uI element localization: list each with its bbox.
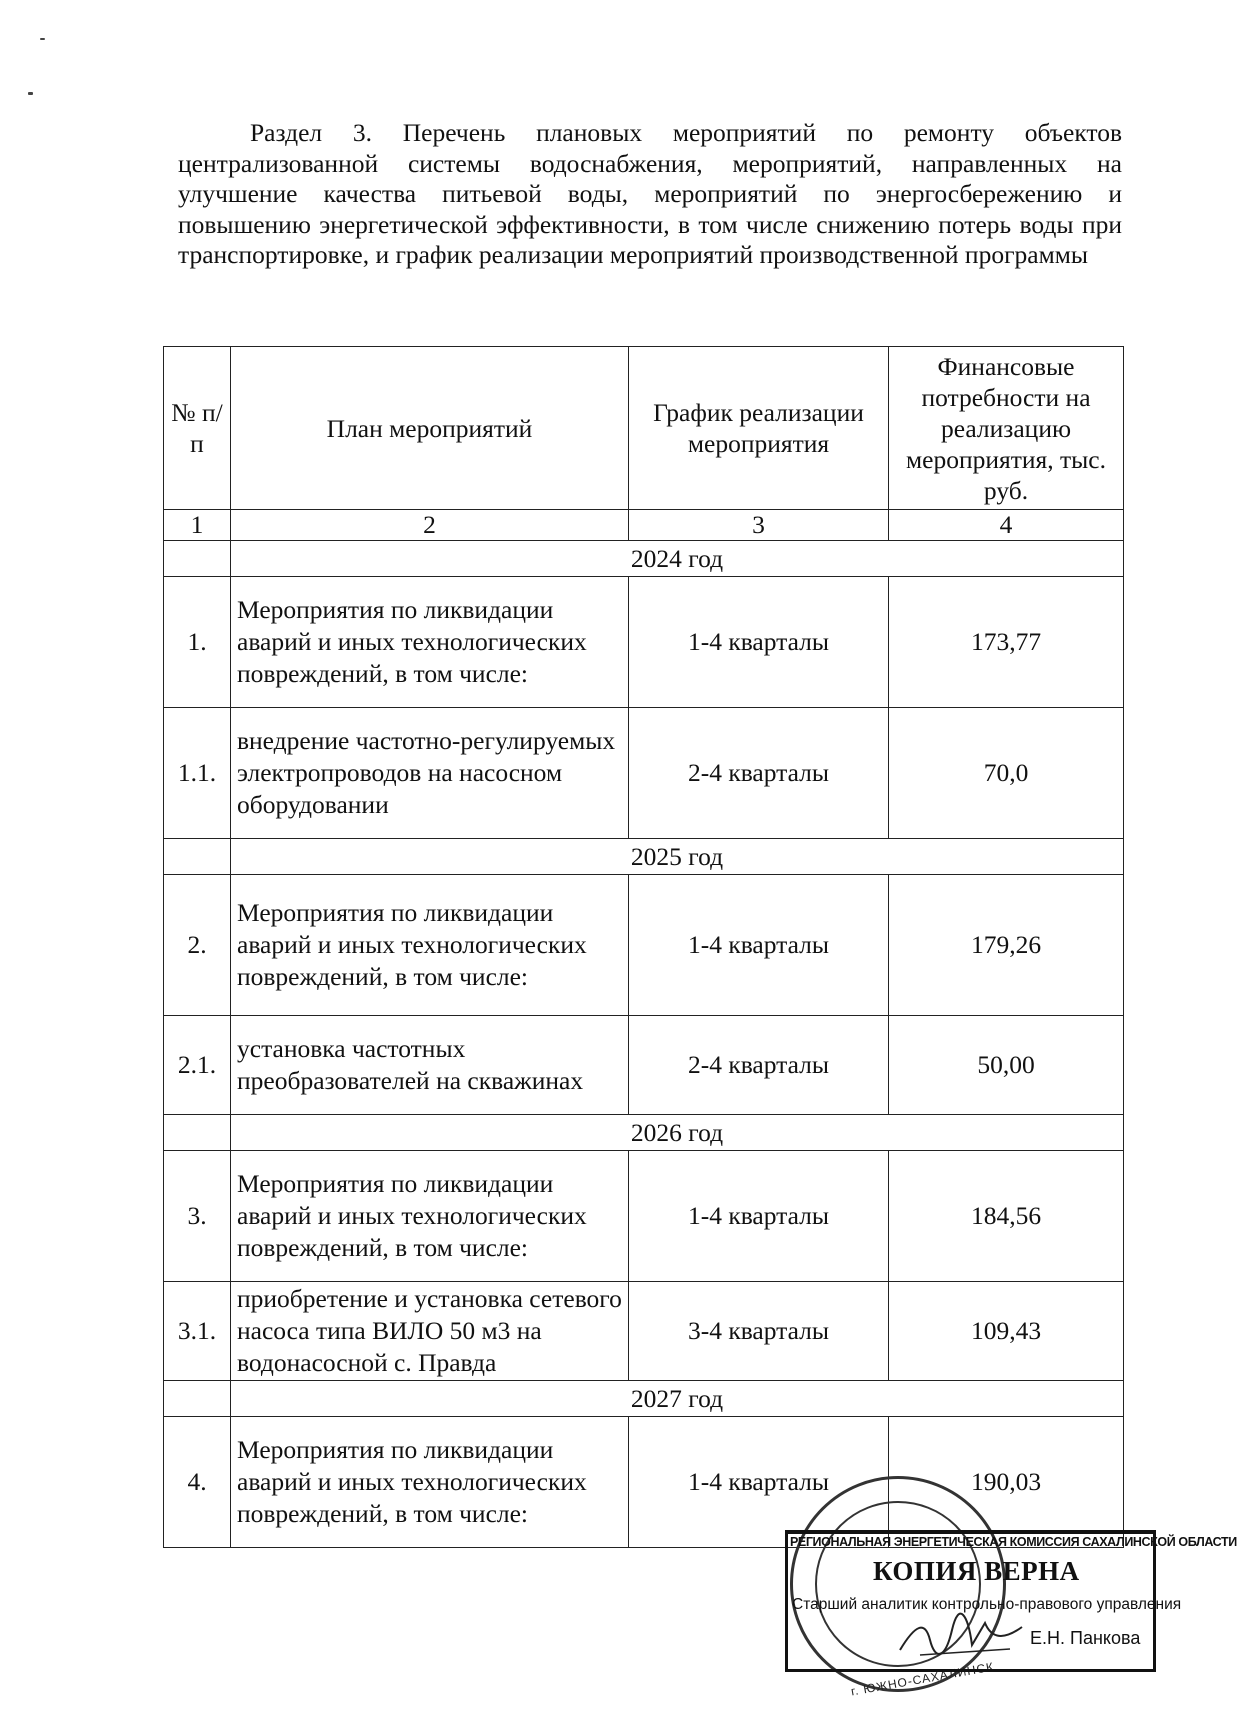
year-label: 2027 год — [231, 1381, 1124, 1417]
stamp-position: Старший аналитик контрольно-правового управления — [792, 1596, 1182, 1613]
row-plan: Мероприятия по ликвидации аварий и иных технологических повреждений, в том числе: — [231, 577, 629, 708]
stamp-title: КОПИЯ ВЕРНА — [873, 1556, 1080, 1586]
table-row — [164, 1282, 1124, 1381]
row-plan: Мероприятия по ликвидации аварий и иных технологических повреждений, в том числе: — [231, 1417, 629, 1548]
column-index-row — [164, 510, 1124, 541]
row-plan: Мероприятия по ликвидации аварий и иных технологических повреждений, в том числе: — [231, 1151, 629, 1282]
stamp-signer-name: Е.Н. Панкова — [1030, 1628, 1141, 1648]
row-schedule: 1-4 кварталы — [629, 1417, 889, 1548]
header-finance: Финансовые потребности на реализацию мероприятия, тыс. руб. — [889, 347, 1124, 510]
row-finance: 190,03 — [889, 1417, 1124, 1548]
row-finance: 70,0 — [889, 708, 1124, 839]
row-finance: 184,56 — [889, 1151, 1124, 1282]
table-row — [164, 1016, 1124, 1115]
table-header-row — [164, 347, 1124, 510]
year-row — [164, 1115, 1124, 1151]
year-row — [164, 1381, 1124, 1417]
row-finance: 50,00 — [889, 1016, 1124, 1115]
row-number: 1.1. — [164, 708, 231, 839]
year-label: 2024 год — [231, 541, 1124, 577]
header-schedule: График реализации мероприятия — [629, 347, 889, 510]
row-plan: приобретение и установка сетевого насоса типа ВИЛО 50 м3 на водонасосной с. Правда — [231, 1282, 629, 1381]
row-plan: Мероприятия по ликвидации аварий и иных технологических повреждений, в том числе: — [231, 875, 629, 1016]
header-number: № п/п — [164, 347, 231, 510]
row-number: 3.1. — [164, 1282, 231, 1381]
year-label: 2026 год — [231, 1115, 1124, 1151]
row-schedule: 1-4 кварталы — [629, 577, 889, 708]
row-finance: 173,77 — [889, 577, 1124, 708]
row-schedule: 1-4 кварталы — [629, 875, 889, 1016]
row-number: 4. — [164, 1417, 231, 1548]
row-number: 1. — [164, 577, 231, 708]
stamp-organization: РЕГИОНАЛЬНАЯ ЭНЕРГЕТИЧЕСКАЯ КОМИССИЯ САХАЛИНСКОЙ ОБЛАСТИ — [790, 1535, 1237, 1549]
row-schedule: 3-4 кварталы — [629, 1282, 889, 1381]
header-plan: План мероприятий — [231, 347, 629, 510]
row-number: 2. — [164, 875, 231, 1016]
row-finance: 179,26 — [889, 875, 1124, 1016]
table-row — [164, 708, 1124, 839]
row-finance: 109,43 — [889, 1282, 1124, 1381]
year-row — [164, 541, 1124, 577]
year-spacer — [164, 1115, 231, 1151]
row-plan: внедрение частотно-регулируемых электропроводов на насосном оборудовании — [231, 708, 629, 839]
table-row — [164, 577, 1124, 708]
row-schedule: 2-4 кварталы — [629, 1016, 889, 1115]
measures-table — [163, 346, 1124, 1548]
column-index: 3 — [629, 510, 889, 541]
seal-city-text: г. ЮЖНО-САХАЛИНСК — [849, 1659, 996, 1699]
row-number: 3. — [164, 1151, 231, 1282]
year-spacer — [164, 839, 231, 875]
row-schedule: 1-4 кварталы — [629, 1151, 889, 1282]
year-row — [164, 839, 1124, 875]
year-spacer — [164, 541, 231, 577]
column-index: 2 — [231, 510, 629, 541]
year-spacer — [164, 1381, 231, 1417]
row-schedule: 2-4 кварталы — [629, 708, 889, 839]
scan-speck — [40, 38, 45, 40]
column-index: 1 — [164, 510, 231, 541]
column-index: 4 — [889, 510, 1124, 541]
handwritten-signature — [890, 1605, 1030, 1665]
scan-speck — [28, 92, 33, 95]
section-heading-paragraph: Раздел 3. Перечень плановых мероприятий по ремонту объектов централизованной системы водоснабжения, мероприятий, направленных на улучшение качества питьевой воды, мероприятий по энергосбережению и повышению энергетической эффективности, в том числе снижению потерь воды при транспортировке, и график реализации мероприятий производственной программы — [178, 118, 1122, 270]
table-row — [164, 1151, 1124, 1282]
table-row — [164, 875, 1124, 1016]
row-number: 2.1. — [164, 1016, 231, 1115]
row-plan: установка частотных преобразователей на скважинах — [231, 1016, 629, 1115]
year-label: 2025 год — [231, 839, 1124, 875]
